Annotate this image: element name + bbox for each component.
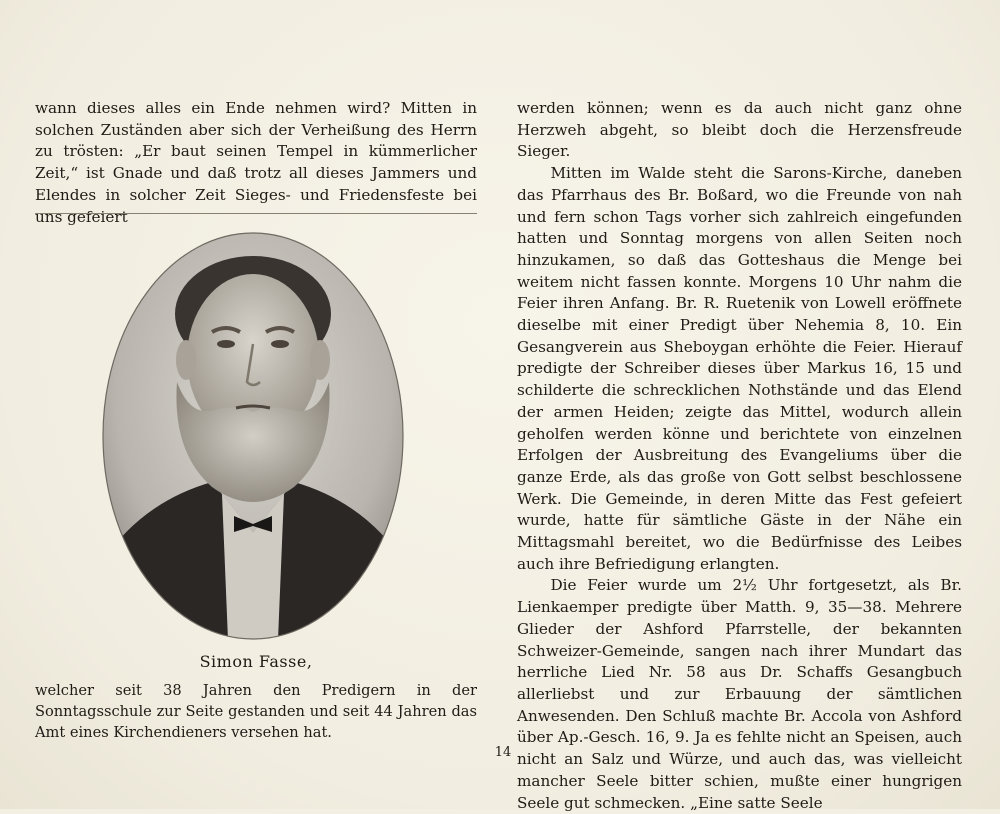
right-paragraph-1: werden können; wenn es da auch nicht ganz ohne Herzweh abgeht, so bleibt doch die Herzensfreude Sieger. (517, 99, 962, 161)
portrait-photo (102, 232, 404, 640)
divider-rule (35, 213, 477, 214)
right-paragraph-2: Mitten im Walde steht die Sarons-Kirche, daneben das Pfarrhaus des Br. Boßard, wo die Freunde von nah und fern schon Tags vorher sich zahlreich eingefunden hatten und Sonntag morgens von allen Seiten noch hinzukamen, so daß das Gotteshaus die Menge bei weitem nicht fassen konnte. Morgens 10 Uhr nahm die Feier ihren Anfang. Br. R. Ruetenik von Lowell eröffnete dieselbe mit einer Predigt über Nehemia 8, 10. Ein Gesangverein aus Sheboygan erhöhte die Feier. Hierauf predigte der Schreiber dieses über Markus 16, 15 und schilderte die schrecklichen Nothstände und das Elend der armen Heiden; zeigte das Mittel, wodurch allein geholfen werden könne und berichtete von einzelnen Erfolgen der Ausbreitung des Evangeliums über die ganze Erde, als das große von Gott selbst beschlossene Werk. Die Gemeinde, in deren Mitte das Fest gefeiert wurde, hatte für sämtliche Gäste in der Nähe ein Mittagsmahl bereitet, wo die Bedürfnisse des Leibes auch ihre Befriedigung erlangten. (517, 164, 962, 573)
right-column (517, 98, 962, 814)
page-number: 14 (494, 745, 512, 760)
left-column (35, 98, 477, 228)
portrait-caption-text: welcher seit 38 Jahren den Predigern in der Sonntagsschule zur Seite gestanden und seit 44 Jahren das Amt eines Kirchendieners versehen hat. (35, 682, 477, 741)
left-top-paragraph: wann dieses alles ein Ende nehmen wird? Mitten in solchen Zuständen aber sich der Verheißung des Herrn zu trösten: „Er baut seinen Tempel in kümmerlicher Zeit,“ ist Gnade und daß trotz all dieses Jammers und Elendes in solcher Zeit Sieges- und Friedensfeste bei uns gefeiert (35, 99, 477, 226)
portrait-caption-name: Simon Fasse, (199, 652, 313, 671)
right-paragraph-3: Die Feier wurde um 2½ Uhr fortgesetzt, als Br. Lienkaemper predigte über Matth. 9, 35—38. Mehrere Glieder der Ashford Pfarrstelle, der bekannten Schweizer-Gemeinde, sangen nach ihrer Mundart das herrliche Lied Nr. 58 aus Dr. Schaffs Gesangbuch allerliebst und zur Erbauung der sämtlichen Anwesenden. Den Schluß machte Br. Accola von Ashford über Ap.-Gesch. 16, 9. Ja es fehlte nicht an Speisen, auch nicht an Salz und Würze, und auch das, was vielleicht mancher Seele bitter schien, mußte einer hungrigen Seele gut schmecken. „Eine satte Seele (517, 576, 962, 812)
